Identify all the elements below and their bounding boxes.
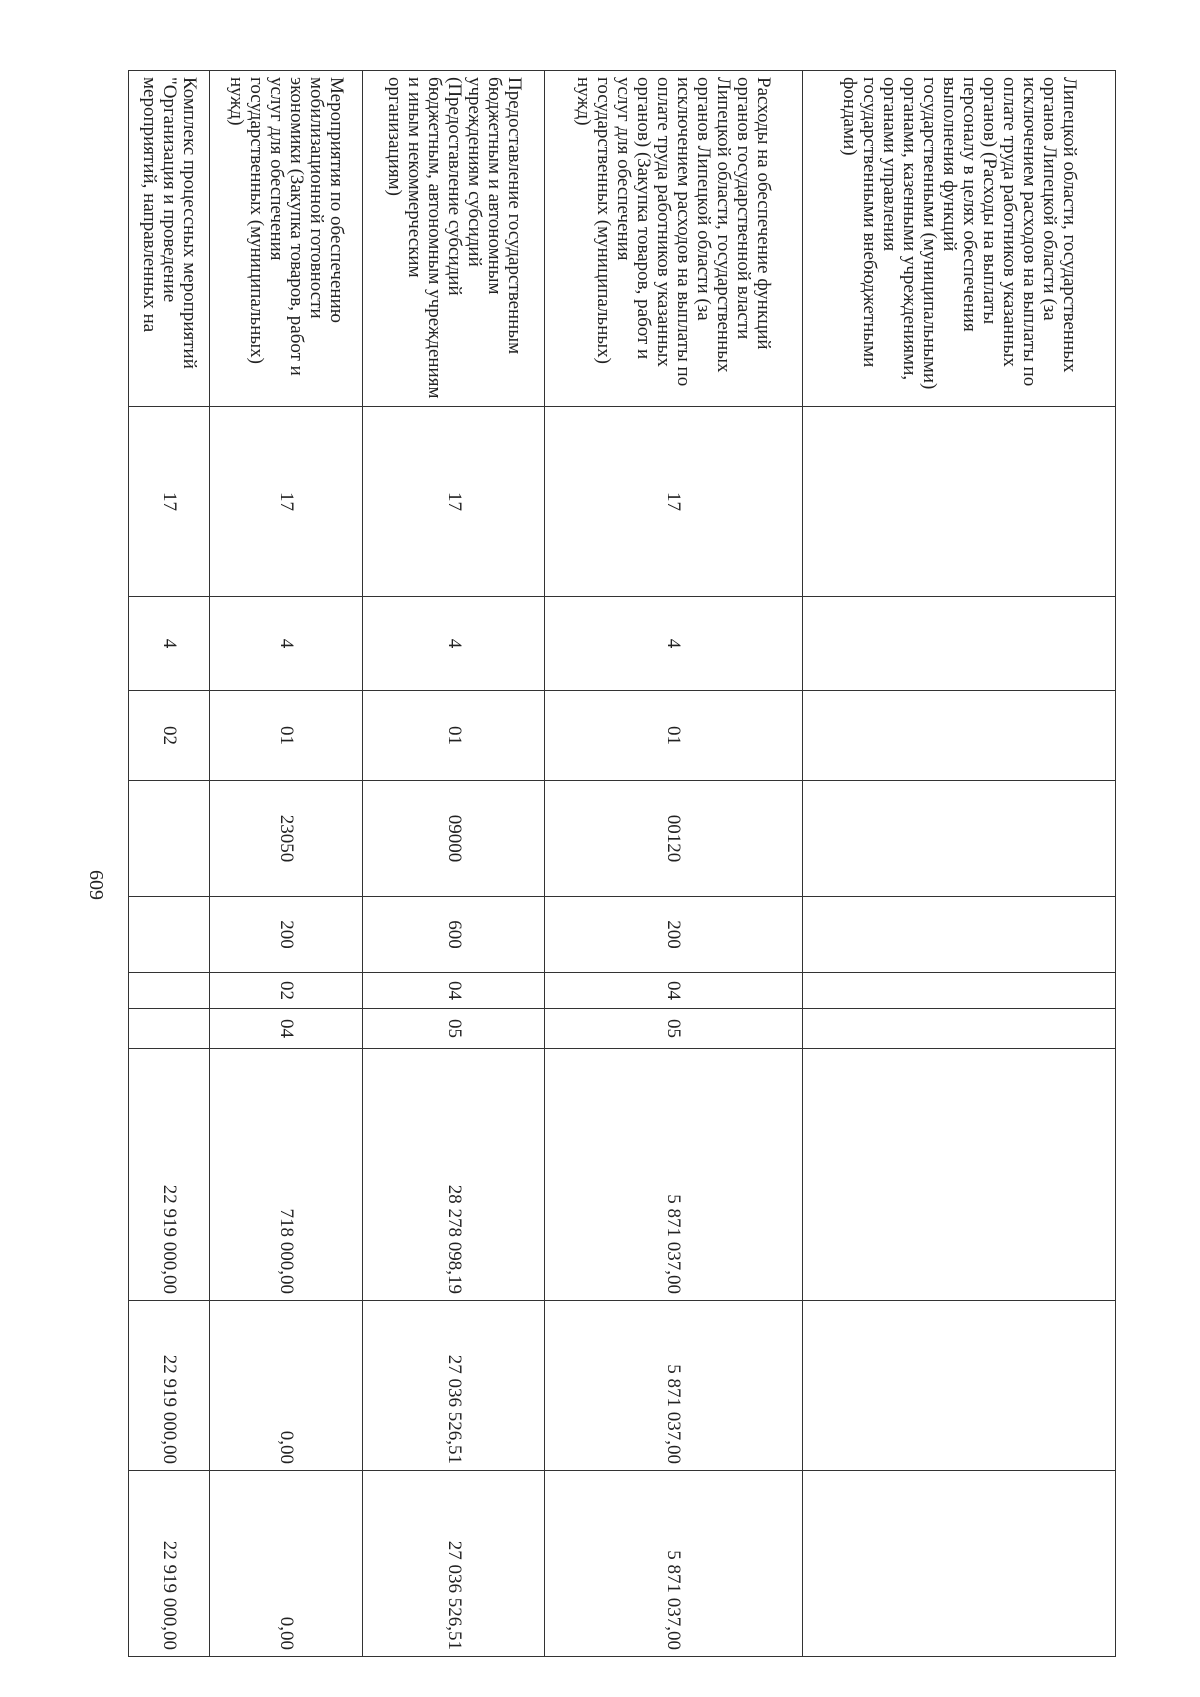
code-cell-4: 23050 xyxy=(210,781,363,897)
table-row xyxy=(803,71,1116,1657)
row-name-cell: Мероприятия по обеспечению мобилизационной готовности экономики (Закупка товаров, работ и услуг для обеспечения государственных (муниципальных) нужд) xyxy=(210,71,363,407)
code-cell-2: 4 xyxy=(363,597,545,691)
code-cell-5: 600 xyxy=(363,897,545,973)
budget-table xyxy=(128,70,1116,1657)
code-cell-3: 01 xyxy=(210,691,363,781)
code-cell-2: 4 xyxy=(129,597,210,691)
table-row xyxy=(544,71,802,1657)
code-cell-3: 01 xyxy=(544,691,802,781)
code-cell-2 xyxy=(803,597,1116,691)
code-cell-4: 00120 xyxy=(544,781,802,897)
code-cell-5: 200 xyxy=(544,897,802,973)
code-cell-4 xyxy=(803,781,1116,897)
table-row xyxy=(363,71,545,1657)
page-number: 609 xyxy=(85,870,107,900)
table-row xyxy=(210,71,363,1657)
code-cell-3 xyxy=(803,691,1116,781)
code-cell-6: 04 xyxy=(363,973,545,1009)
amount-cell-3 xyxy=(803,1471,1116,1657)
amount-cell-1: 22 919 000,00 xyxy=(129,1049,210,1301)
amount-cell-1 xyxy=(803,1049,1116,1301)
code-cell-7 xyxy=(803,1009,1116,1049)
code-cell-5 xyxy=(803,897,1116,973)
row-name-cell: Липецкой области, государственных органов Липецкой области (за исключением расходов на выплаты по оплате труда работников указанных органов) (Расходы на выплаты персоналу в целях обеспечения выполнения функций государственными (муниципальными) органами, казенными учреждениями, органами управления государственными внебюджетными фондами) xyxy=(803,71,1116,407)
table-row xyxy=(129,71,210,1657)
row-name-cell: Предоставление государственным бюджетным и автономным учреждениям субсидий (Предоставление субсидий бюджетным, автономным учреждениям и иным некоммерческим организациям) xyxy=(363,71,545,407)
code-cell-7: 05 xyxy=(363,1009,545,1049)
code-cell-6 xyxy=(129,973,210,1009)
amount-cell-1: 5 871 037,00 xyxy=(544,1049,802,1301)
code-cell-3: 02 xyxy=(129,691,210,781)
code-cell-3: 01 xyxy=(363,691,545,781)
code-cell-5 xyxy=(129,897,210,973)
code-cell-4 xyxy=(129,781,210,897)
amount-cell-1: 28 278 098,19 xyxy=(363,1049,545,1301)
amount-cell-3: 27 036 526,51 xyxy=(363,1471,545,1657)
code-cell-2: 4 xyxy=(544,597,802,691)
table-rotated-container xyxy=(128,70,1116,1656)
amount-cell-3: 22 919 000,00 xyxy=(129,1471,210,1657)
amount-cell-2: 0,00 xyxy=(210,1301,363,1471)
code-cell-1: 17 xyxy=(363,407,545,597)
code-cell-1 xyxy=(803,407,1116,597)
amount-cell-3: 0,00 xyxy=(210,1471,363,1657)
code-cell-7: 04 xyxy=(210,1009,363,1049)
amount-cell-2: 5 871 037,00 xyxy=(544,1301,802,1471)
code-cell-2: 4 xyxy=(210,597,363,691)
code-cell-6 xyxy=(803,973,1116,1009)
amount-cell-3: 5 871 037,00 xyxy=(544,1471,802,1657)
amount-cell-1: 718 000,00 xyxy=(210,1049,363,1301)
row-name-cell: Комплекс процессных мероприятий "Организация и проведение мероприятий, направленных на xyxy=(129,71,210,407)
amount-cell-2 xyxy=(803,1301,1116,1471)
amount-cell-2: 22 919 000,00 xyxy=(129,1301,210,1471)
code-cell-7 xyxy=(129,1009,210,1049)
row-name-cell: Расходы на обеспечение функций органов государственной власти Липецкой области, государственных органов Липецкой области (за исключением расходов на выплаты по оплате труда работников указанных органов) (Закупка товаров, работ и услуг для обеспечения государственных (муниципальных) нужд) xyxy=(544,71,802,407)
code-cell-1: 17 xyxy=(129,407,210,597)
code-cell-1: 17 xyxy=(544,407,802,597)
code-cell-1: 17 xyxy=(210,407,363,597)
code-cell-4: 09000 xyxy=(363,781,545,897)
code-cell-5: 200 xyxy=(210,897,363,973)
code-cell-6: 04 xyxy=(544,973,802,1009)
code-cell-6: 02 xyxy=(210,973,363,1009)
code-cell-7: 05 xyxy=(544,1009,802,1049)
amount-cell-2: 27 036 526,51 xyxy=(363,1301,545,1471)
